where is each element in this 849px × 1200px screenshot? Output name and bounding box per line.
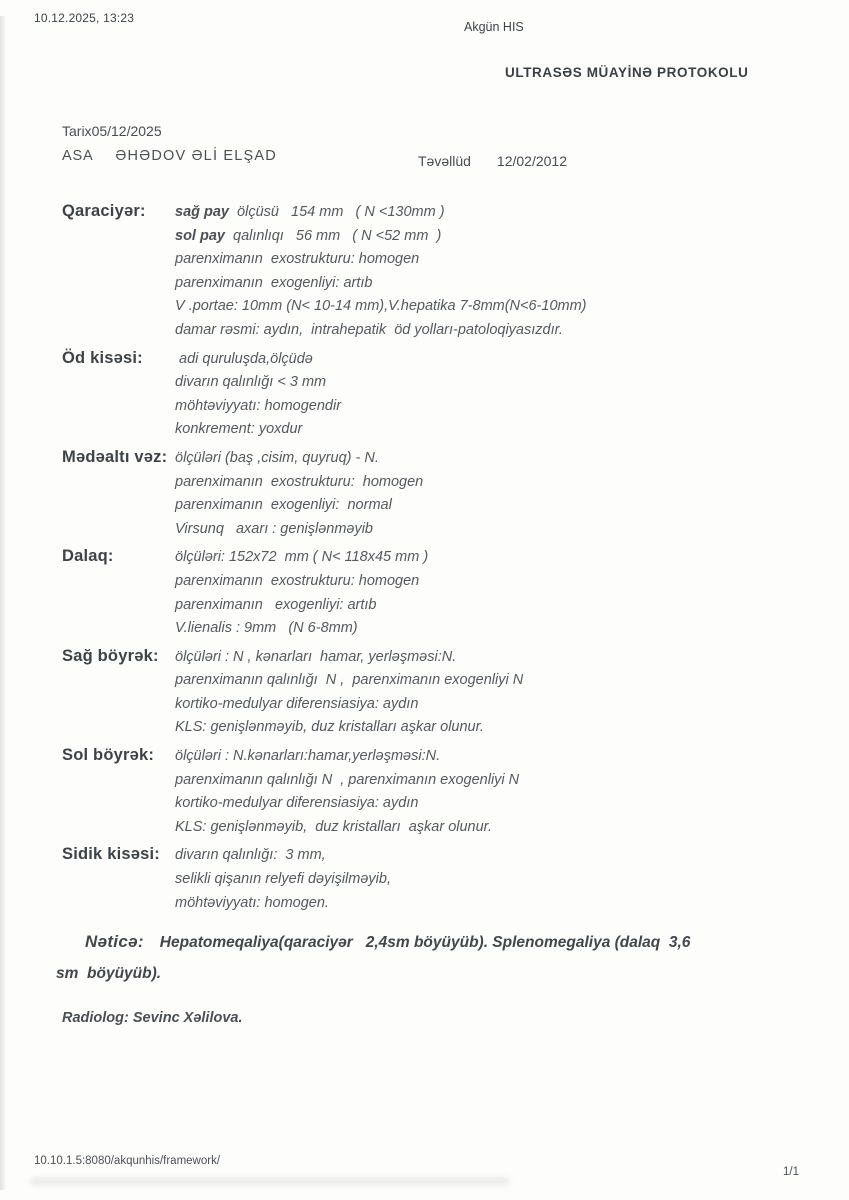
section-label: Qaraciyər: xyxy=(62,202,146,220)
finding-line: V.lienalis : 9mm (N 6-8mm) xyxy=(175,620,358,637)
section-lines xyxy=(175,348,802,442)
section-lines xyxy=(175,447,802,541)
patient-dob-value: 12/02/2012 xyxy=(496,153,567,169)
finding-text: damar rəsmi: aydın, intrahepatik öd yolları-patoloqiyasızdır. xyxy=(175,321,563,338)
section-sag-boyrek xyxy=(62,646,802,740)
conclusion-text: Hepatomeqaliya(qaraciyər 2,4sm böyüyüb). Splenomegaliya (dalaq 3,6 xyxy=(159,934,691,951)
finding-line xyxy=(175,272,802,296)
finding-line: divarın qalınlığı < 3 mm xyxy=(175,374,327,391)
finding-line: ölçüləri (baş ,cisim, quyruq) - N. xyxy=(175,449,379,466)
section-od-kisesi xyxy=(62,348,802,442)
section-label: Öd kisəsi: xyxy=(62,348,143,367)
finding-text: V .portae: 10mm (N< 10-14 mm),V.hepatika 7-8mm(N<6-10mm) xyxy=(175,298,587,315)
section-label: Sağ böyrək: xyxy=(62,646,159,665)
finding-line: KLS: genişlənməyib, duz kristalları aşkar olunur. xyxy=(175,719,484,736)
finding-bold: sağ pay xyxy=(175,204,229,220)
patient-dob-label: Təvəllüd xyxy=(418,153,471,169)
page-number: 1/1 xyxy=(783,1166,799,1178)
conclusion-label: Nəticə: xyxy=(85,932,144,951)
section-dalaq xyxy=(62,546,802,640)
finding-line: möhtəviyyatı: homogen. xyxy=(175,894,329,911)
finding-line: parenximanın qalınlığı N , parenximanın exogenliyi N xyxy=(175,672,524,689)
finding-line: parenximanın qalınlığı N , parenximanın exogenliyi N xyxy=(175,771,520,788)
finding-line xyxy=(175,319,802,343)
finding-line: kortiko-medulyar diferensiasiya: aydın xyxy=(175,795,419,812)
section-label: Sol böyrək: xyxy=(62,746,155,765)
patient-name-row xyxy=(62,148,277,164)
finding-line: selikli qişanın relyefi dəyişilməyib, xyxy=(175,871,391,888)
report-title: ULTRASƏS MÜAYİNƏ PROTOKOLU xyxy=(505,65,749,80)
scan-smudge-artifact xyxy=(30,1178,510,1185)
exam-date-label: Tarix xyxy=(62,123,92,139)
section-qaraciyer xyxy=(62,201,802,343)
finding-line: KLS: genişlənməyib, duz kristalları aşkar olunur. xyxy=(175,818,492,835)
finding-line xyxy=(175,201,802,225)
finding-line: ölçüləri: 152x72 mm ( N< 118x45 mm ) xyxy=(175,549,429,566)
patient-dob-row xyxy=(418,153,567,169)
finding-line: parenximanın exostrukturu: homogen xyxy=(175,572,420,589)
section-lines xyxy=(175,546,802,640)
finding-line: möhtəviyyatı: homogendir xyxy=(175,397,342,414)
section-lines xyxy=(175,201,802,343)
section-lines xyxy=(175,745,802,839)
conclusion-block xyxy=(56,926,816,989)
conclusion-line: sm böyüyüb). xyxy=(56,965,162,982)
patient-name-label: ASA xyxy=(62,148,94,164)
finding-line: ölçüləri : N.kənarları:hamar,yerləşməsi:N. xyxy=(175,748,441,765)
section-sidik-kisesi xyxy=(62,844,802,915)
report-body xyxy=(62,201,802,920)
patient-name-value: ƏHƏDOV ƏLİ ELŞAD xyxy=(115,148,277,164)
exam-date-value: 05/12/2025 xyxy=(91,123,162,139)
section-lines xyxy=(175,646,802,740)
section-label: Sidik kisəsi: xyxy=(62,845,160,864)
finding-line: Virsunq axarı : genişlənməyib xyxy=(175,520,374,537)
finding-line: parenximanın exogenliyi: normal xyxy=(175,497,392,514)
finding-line xyxy=(175,248,802,272)
finding-bold: sol pay xyxy=(175,227,225,244)
finding-text: parenximanın exostrukturu: homogen xyxy=(175,251,420,268)
section-medealti-vez xyxy=(62,447,802,541)
finding-line: kortiko-medulyar diferensiasiya: aydın xyxy=(175,695,419,712)
finding-line: divarın qalınlığı: 3 mm, xyxy=(175,847,326,864)
footer-url: 10.10.1.5:8080/akqunhis/framework/ xyxy=(34,1155,221,1167)
scan-edge-artifact xyxy=(0,16,6,1190)
conclusion-line xyxy=(56,926,816,958)
finding-text: qalınlıqı 56 mm ( N <52 mm ) xyxy=(224,227,442,244)
section-label: Mədəaltı vəz: xyxy=(62,447,168,466)
print-datetime: 10.12.2025, 13:23 xyxy=(34,11,135,25)
finding-text: ölçüsü 154 mm ( N <130mm ) xyxy=(229,204,445,220)
section-label: Dalaq: xyxy=(62,547,114,566)
finding-line: parenximanın exogenliyi: artıb xyxy=(175,596,377,613)
finding-text: parenximanın exogenliyi: artıb xyxy=(175,274,373,291)
finding-line: konkrement: yoxdur xyxy=(175,421,303,438)
finding-line: parenximanın exostrukturu: homogen xyxy=(175,473,424,490)
finding-line: ölçüləri : N , kənarları hamar, yerləşməsi:N. xyxy=(175,648,457,665)
section-sol-boyrek xyxy=(62,745,802,839)
section-lines xyxy=(175,844,802,915)
exam-date-row xyxy=(62,123,162,139)
app-title: Akgün HIS xyxy=(464,20,524,34)
finding-line: adi quruluşda,ölçüdə xyxy=(175,350,313,367)
finding-line xyxy=(175,295,802,319)
radiologist-signature: Radiolog: Sevinc Xəlilova. xyxy=(62,1010,243,1026)
finding-line xyxy=(175,225,802,249)
